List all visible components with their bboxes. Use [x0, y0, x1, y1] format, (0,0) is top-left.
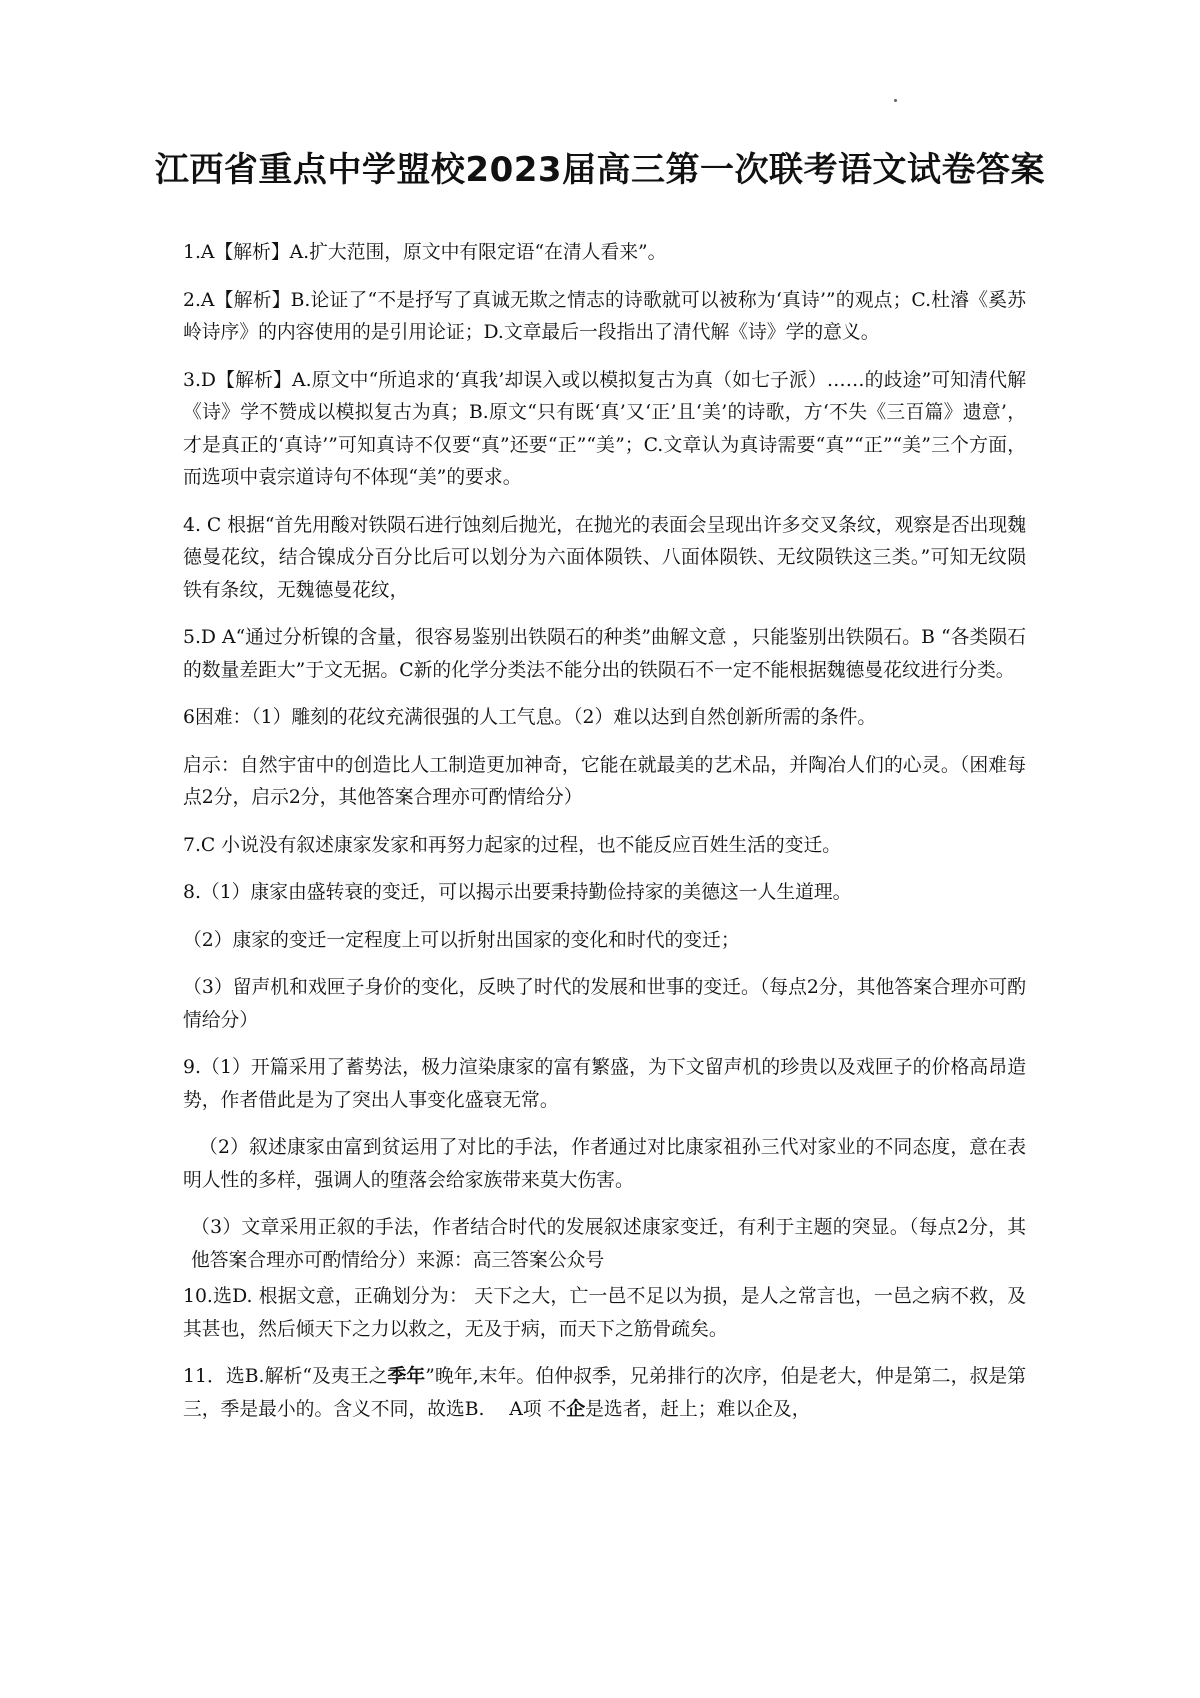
answer-1: 1.A【解析】A.扩大范围，原文中有限定语“在清人看来”。 [183, 242, 667, 263]
answer-9-point-3: （3）文章采用正叙的手法，作者结合时代的发展叙述康家变迁，有利于主题的突显。（每点2分，其他答案合理亦可酌情给分）来源：高三答案公众号 [191, 1217, 1026, 1271]
answer-11-text-b: ”晚年,末年。伯仲叔季，兄弟排行的次序，伯是老大，仲是第二，叔是第三，季是最小的。含义不同，故选B. A项 不 [183, 1366, 1026, 1420]
answer-8-point-2: （2）康家的变迁一定程度上可以折射出国家的变化和时代的变迁； [183, 929, 740, 951]
answer-11 [183, 1361, 1026, 1426]
answer-6-hint: 启示：自然宇宙中的创造比人工制造更加神奇，它能在就最美的艺术品，并陶冶人们的心灵。（困难每点2分，启示2分，其他答案合理亦可酌情给分） [183, 754, 1026, 808]
answer-7: 7.C 小说没有叙述康家发家和再努力起家的过程，也不能反应百姓生活的变迁。 [183, 834, 842, 856]
answer-8-point-3: （3）留声机和戏匣子身价的变化，反映了时代的发展和世事的变迁。（每点2分，其他答案合理亦可酌情给分） [183, 977, 1026, 1031]
answer-6: 6困难：（1）雕刻的花纹充满很强的人工气息。（2）难以达到自然创新所需的条件。 [183, 707, 877, 728]
document-title: 江西省重点中学盟校2023届高三第一次联考语文试卷答案 [154, 150, 1046, 190]
answer-5: 5.D A“通过分析镍的含量，很容易鉴别出铁陨石的种类”曲解文意 ，只能鉴别出铁陨石。B “各类陨石的数量差距大”于文无据。C新的化学分类法不能分出的铁陨石不一定不能根据魏德曼花纹进行分类。 [183, 627, 1026, 681]
answer-3: 3.D【解析】A.原文中“所追求的‘真我’却误入或以模拟复古为真（如七子派）……的歧途”可知清代解《诗》学不赞成以模拟复古为真；B.原文“只有既‘真’又‘正’且‘美’的诗歌，方‘不失《三百篇》遗意’，才是真正的‘真诗’”可知真诗不仅要“真”还要“正”“美”；C.文章认为真诗需要“真”“正”“美”三个方面，而选项中袁宗道诗句不体现“美”的要求。 [183, 369, 1026, 488]
answer-11-bold-term-1: 季年 [387, 1366, 426, 1387]
page-mark-dot [894, 99, 897, 102]
answer-11-text-c: 是选者，赶上；难以企及， [585, 1398, 811, 1420]
answer-11-bold-term-2: 企 [566, 1398, 586, 1420]
answer-8-point-1: 8.（1）康家由盛转衰的变迁，可以揭示出要秉持勤俭持家的美德这一人生道理。 [183, 882, 852, 903]
answer-2: 2.A【解析】B.论证了“不是抒写了真诚无欺之情志的诗歌就可以被称为‘真诗’”的观点；C.杜濬《奚苏岭诗序》的内容使用的是引用论证；D.文章最后一段指出了清代解《诗》学的意义。 [183, 289, 1026, 343]
answer-9-point-2: （2）叙述康家由富到贫运用了对比的手法，作者通过对比康家祖孙三代对家业的不同态度，意在表明人性的多样，强调人的堕落会给家族带来莫大伤害。 [183, 1137, 1026, 1191]
answer-11-text-a: 11．选B.解析“及夷王之 [183, 1366, 388, 1387]
answer-9-point-1: 9.（1）开篇采用了蓄势法，极力渲染康家的富有繁盛，为下文留声机的珍贵以及戏匣子的价格高昂造势，作者借此是为了突出人事变化盛衰无常。 [183, 1057, 1026, 1111]
answer-4: 4. C 根据“首先用酸对铁陨石进行蚀刻后抛光，在抛光的表面会呈现出许多交叉条纹，观察是否出现魏德曼花纹，结合镍成分百分比后可以划分为六面体陨铁、八面体陨铁、无纹陨铁这三类。”可知无纹陨铁有条纹，无魏德曼花纹， [183, 514, 1026, 601]
answer-10: 10.选D. 根据文意，正确划分为： 天下之大，亡一邑不足以为损，是人之常言也，一邑之病不救，及其甚也，然后倾天下之力以救之，无及于病，而天下之筋骨疏矣。 [183, 1286, 1026, 1340]
answer-body [183, 237, 1026, 1441]
